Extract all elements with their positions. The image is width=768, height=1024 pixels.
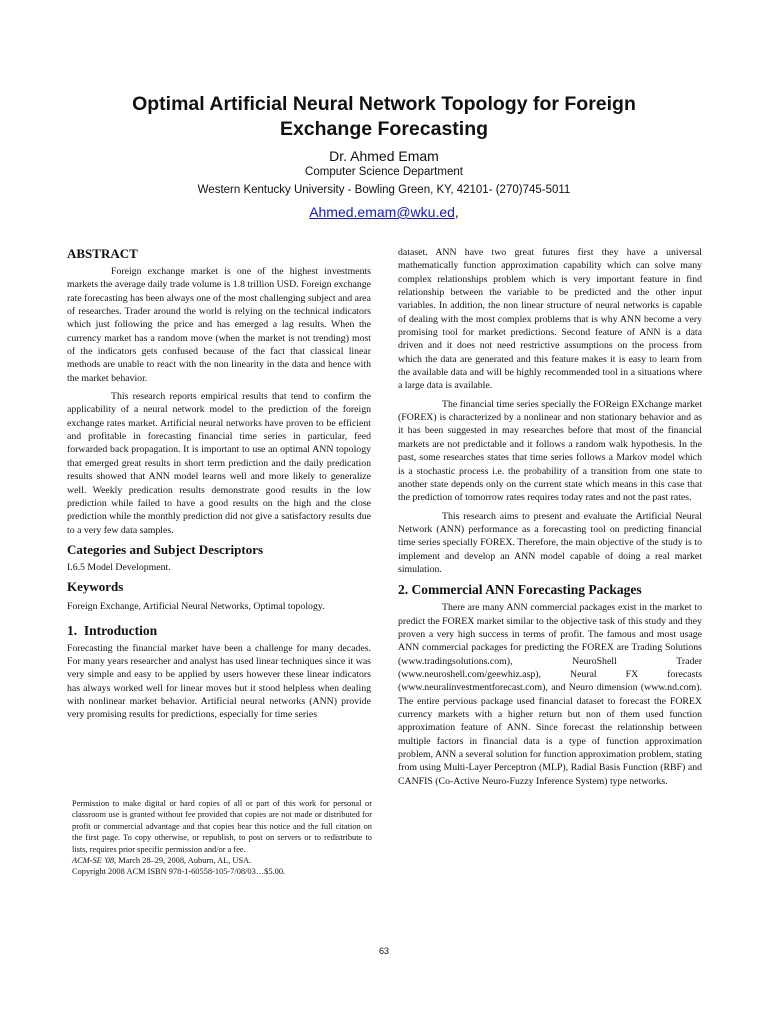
author-affiliation: Western Kentucky University - Bowling Green, KY, 42101- (270)745-5011 (197, 184, 571, 196)
categories-text: I.6.5 Model Development. (67, 561, 171, 573)
title-line-2: Exchange Forecasting (279, 118, 489, 140)
author-email-line (40, 204, 728, 220)
conference-details: , March 28–29, 2008, Auburn, AL, USA. (114, 856, 252, 866)
keywords-heading: Keywords (67, 579, 124, 595)
right-paragraph-3: This research aims to present and evaluate the Artificial Neural Network (ANN) performance as a forecasting tool on predicting financial time series specially FOREX. Therefore, the main objective of the study is to implement and develop an ANN model capable of doing a real market simulation. (398, 510, 702, 575)
conference-line (72, 855, 372, 866)
right-paragraph-2: The financial time series specially the FOReign EXchange market (FOREX) is characterized by a nonlinear and non stationary behavior and as it has been suggested in may researches before that most of the financial markets are not predictable and it follows a random walk hypothesis. In the past, some researches states that time series follows a Markov model which is a stochastic process i.e. the probability of a transition from one state to another state depends only on the current state which means in this case that the prediction of tomorrow rates requires today rates and not the past rates. (398, 398, 702, 504)
paper-title (40, 92, 728, 142)
author-email-link[interactable]: Ahmed.emam@wku.ed (309, 204, 455, 220)
introduction-paragraph-1: Forecasting the financial market have been a challenge for many decades. For many years researcher and analyst has used linear techniques since it was very simple and easy to be applied by users however these linear indicators has always worked well for linear moves but it stood helpless when dealing with nonlinear market behavior. Artificial neural networks (ANN) provide very promising results for predictions, especially for time series (67, 642, 371, 721)
section-2-paragraph-1: There are many ANN commercial packages exist in the market to predict the FOREX market similar to the objective task of this study and they proven a very high success in terms of profit. The famous and most usage ANN commercial packages for predicting the FOREX are Trading Solutions (www.tradingsolutions.com), NeuroShell Trader (www.neuroshell.com/geewhiz.asp), Neural FX forecasts (www.neuralinvestmentforecast.com), and Neuro dimension (www.nd.com). The entire pervious package used financial dataset to forecast the FOREX currency markets with a higher return but non of them used function approximation feature of ANN. Since forecast the relationship between multiple factors in financial data is a type of function approximation problem, ANN a several solution for function approximation problem, stating from using Multi-Layer Perceptron (MLP), Radial Basis Function (RBF) and CANFIS (Co-Active Neuro-Fuzzy Inference System) type networks. (398, 602, 702, 787)
conference-name: ACM-SE '08 (72, 856, 115, 866)
abstract-paragraph-1: Foreign exchange market is one of the highest investments markets the average daily trade volume is 1.8 trillion USD. Foreign exchange rate forecasting has been always one of the most challenging subject and area of researches. Trader around the world is relying on the technical indicators which just following the price and has emerged a lag results. When the currency market has a random move (when the market is not trending) most of the indicators gets confused because of the fact that classical linear methods are unable to react with the non linearity in the data and hence with the market behavior. (67, 266, 371, 384)
title-line-1: Optimal Artificial Neural Network Topology for Foreign (132, 93, 636, 115)
email-suffix: , (454, 204, 459, 220)
abstract-heading: ABSTRACT (67, 246, 138, 261)
right-paragraph-1: dataset. ANN have two great futures first they have a universal mathematically function approximation capability which can solve many complex relationships problem which is very important feature in find relationship between the variable to be predicted and the other input variables. In addition, the non linear structure of neural networks is capable of dealing with the most complex problems that is why ANN become a very promising tool for market predictions. Second feature of ANN is a data driven and it does not need restrictive assumptions on the process from which the data are generated and this feature makes it is easy to learn from the available data and will be highly recommended tool in a situations where a large data is available. (398, 247, 702, 392)
permission-text: Permission to make digital or hard copies of all or part of this work for personal or classroom use is granted without fee provided that copies are not made or distributed for profit or commercial advantage and that copies bear this notice and the full citation on the first page. To copy otherwise, or republish, to post on servers or to redistribute to lists, requires prior specific permission and/or a fee. (72, 799, 372, 854)
page-number: 63 (378, 946, 389, 956)
section-2-heading: 2. Commercial ANN Forecasting Packages (398, 582, 642, 598)
permission-notice (72, 798, 372, 878)
introduction-heading: 1. Introduction (67, 622, 158, 638)
left-column (67, 246, 371, 727)
keywords-text: Foreign Exchange, Artificial Neural Networks, Optimal topology. (67, 601, 325, 613)
right-column (398, 246, 702, 793)
copyright-line: Copyright 2008 ACM ISBN 978-1-60558-105-7/08/03…$5.00. (72, 867, 286, 877)
categories-heading: Categories and Subject Descriptors (67, 541, 264, 557)
abstract-paragraph-2: This research reports empirical results that tend to confirm the applicability of a neural network model to the prediction of the foreign exchange rates market. Artificial neural networks have proven to be efficient and profitable in forecasting financial time series in particular, feed forwarded back propagation. It is important to use an optimal ANN topology that emerged great results in short term prediction and the daily predication results showed that ANN model learns well and more likely to generalize well. Weekly predication results demonstrate good results in the low prediction while failed to have a good results on the high and the close prediction while the monthly prediction did not give a satisfactory results due to a very few data samples. (67, 391, 371, 536)
author-department: Computer Science Department (305, 166, 463, 178)
author-name: Dr. Ahmed Emam (329, 148, 439, 164)
